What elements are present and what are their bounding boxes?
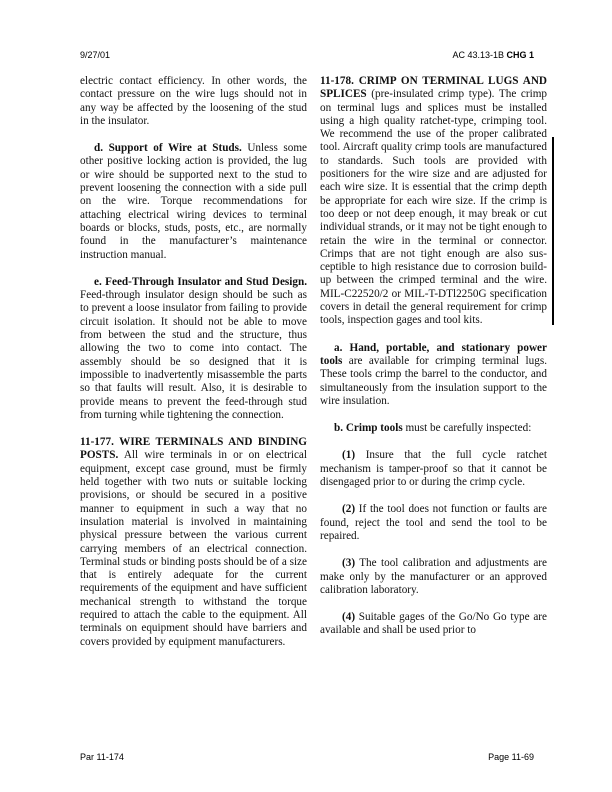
- body-e: Feed-through insulator design should be such as to prevent a loose insulator from failing to provide circuit isolation. It should not be able to move from between the stud and the structure, thus allowing the two to come into contact. The assembly should be so designed that it is impossible to inadvertently misassemble the parts so that faults will result. Also, it is desirable to provide means to prevent the feed-through stud from turning while tightening the connection.: [80, 289, 307, 421]
- left-column: [80, 75, 307, 663]
- heading-b: b. Crimp tools: [334, 422, 403, 435]
- heading-11-178: 11-178. CRIMP ON TERMINAL LUGS AND SPLICES: [320, 75, 547, 101]
- body-d: Unless some other positive locking action is provided, the lug or wire should be supported next to the stud to prevent loosening the connection with a side pull on the wire. Torque recommendations for attaching electrical wiring devices to terminal boards or blocks, studs, posts, etc., are normally found in the manufacturer’s maintenance instruction manual.: [80, 142, 307, 261]
- heading-e: e. Feed-Through Insulator and Stud Design.: [94, 275, 307, 288]
- body-a: are available for crimping terminal lugs. These tools crimp the barrel to the conductor, and simultaneously from the insulation support to the wire insulation.: [320, 354, 547, 407]
- paragraph-b2: [320, 503, 547, 543]
- paragraph-b3: [320, 557, 547, 597]
- heading-11-177: 11-177. WIRE TERMINALS AND BINDING POSTS.: [80, 436, 307, 462]
- paragraph-continuation: electric contact efficiency. In other words, the contact pressure on the wire lugs should not in any way be affected by the loosening of the stud in the insulator.: [80, 75, 307, 127]
- paragraph-e: [80, 276, 307, 422]
- number-b4: (4): [342, 611, 356, 624]
- header-doc-number: AC 43.13-1B: [452, 50, 504, 60]
- section-11-178: [320, 75, 547, 328]
- footer-par: Par 11-174: [80, 752, 124, 762]
- body-b: must be carefully inspected:: [402, 422, 532, 435]
- number-b1: (1): [342, 449, 356, 462]
- header-date: 9/27/01: [80, 50, 111, 60]
- revision-change-bar: [552, 137, 554, 325]
- paragraph-b: [320, 422, 547, 435]
- section-11-177: [80, 436, 307, 649]
- paragraph-b1: [320, 449, 547, 489]
- heading-d: d. Support of Wire at Studs.: [94, 142, 242, 155]
- body-11-178: (pre-insulated crimp type). The crimp on terminal lugs and splices must be installed using a high quality ratchet-type, crimping tool. We recommend the use of the proper calibrated tool. Aircraft quality crimp tools are manufactured to standards. Such tools are provided with positioners for the wire size and are adjusted for each wire size. It is essential that the crimp depth be appropriate for each wire size. If the crimp is too deep or not deep enough, it may break or cut individual strands, or it may not be tight enough to retain the wire in the terminal or connector. Crimps that are not tight enough are also susceptible to high resistance due to corrosion build-up between the crimped terminal and the wire. MIL-C22520/2 or MIL-T-DTl2250G specification covers in detail the general requirement for crimp tools, inspection gages and tool kits.: [320, 88, 547, 327]
- paragraph-b4: [320, 611, 547, 638]
- number-b3: (3): [342, 557, 356, 570]
- right-column: [320, 75, 547, 652]
- header-doc-id: [452, 50, 534, 60]
- heading-a: a. Hand, portable, and stationary power tools: [320, 341, 547, 367]
- body-b1: Insure that the full cycle ratchet mechanism is tamper-proof so that it cannot be disengaged prior to or during the crimp cycle.: [320, 449, 547, 489]
- paragraph-d: [80, 142, 307, 262]
- body-b2: If the tool does not function or faults are found, reject the tool and send the tool to be repaired.: [320, 503, 547, 542]
- body-b3: The tool calibration and adjustments are make only by the manufacturer or an approved calibration laboratory.: [320, 557, 547, 596]
- body-11-177: All wire terminals in or on electrical equipment, except case ground, must be firmly held together with two nuts or suitable locking provisions, or should be secured in a positive manner to equipment in such a way that no insulation material is involved in maintaining physical pressure between the various current carrying members of an electrical connection. Terminal studs or binding posts should be of a size that is entirely adequate for the current requirements of the equipment and have sufficient mechanical strength to withstand the torque required to attach the cable to the equipment. All terminals on equipment should have barriers and covers provided by equipment manufacturers.: [80, 449, 307, 648]
- header-change: CHG 1: [506, 50, 534, 60]
- number-b2: (2): [342, 503, 356, 516]
- body-b4: Suitable gages of the Go/No Go type are available and shall be used prior to: [320, 611, 547, 637]
- footer-page: Page 11-69: [488, 752, 534, 762]
- paragraph-a: [320, 342, 547, 408]
